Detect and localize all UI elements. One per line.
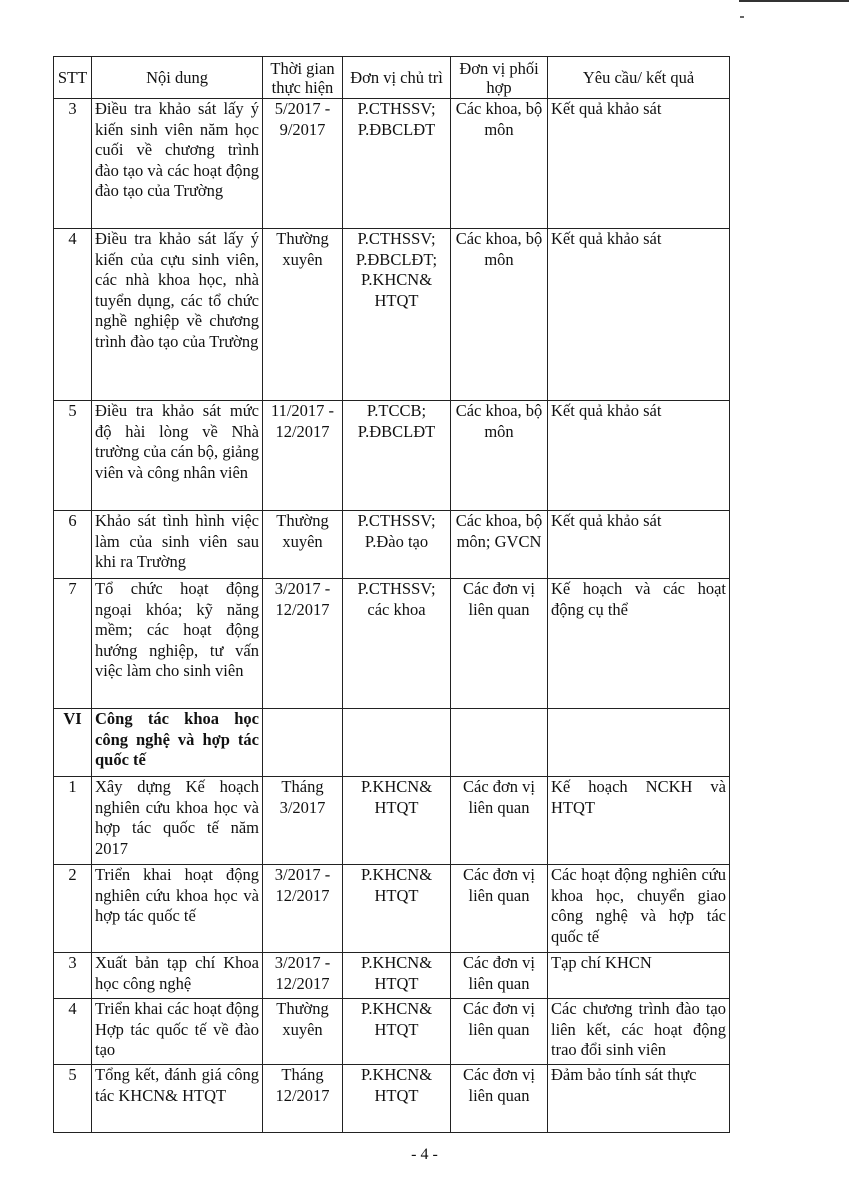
header-lead-unit: Đơn vị chủ trì [343, 57, 451, 99]
row-lead-unit: P.KHCN& HTQT [343, 1065, 451, 1133]
row-coordinating-unit: Các khoa, bộ môn [451, 99, 548, 229]
table-row [54, 777, 730, 865]
row-content: Khảo sát tình hình việc làm của sinh viên sau khi ra Trường [92, 511, 263, 579]
row-coordinating-unit: Các đơn vị liên quan [451, 1065, 548, 1133]
header-stt: STT [54, 57, 92, 99]
row-stt: 4 [54, 999, 92, 1065]
row-coordinating-unit: Các đơn vị liên quan [451, 999, 548, 1065]
table-header-row [54, 57, 730, 99]
row-coordinating-unit: Các khoa, bộ môn; GVCN [451, 511, 548, 579]
row-time: 3/2017 - 12/2017 [263, 865, 343, 953]
row-result: Kết quả khảo sát [548, 229, 730, 401]
row-stt: 4 [54, 229, 92, 401]
row-lead-unit: P.KHCN& HTQT [343, 865, 451, 953]
row-time: Tháng 12/2017 [263, 1065, 343, 1133]
row-lead-unit: P.CTHSSV; P.ĐBCLĐT; P.KHCN& HTQT [343, 229, 451, 401]
plan-table [53, 56, 730, 1133]
row-lead-unit: P.KHCN& HTQT [343, 999, 451, 1065]
section-number: VI [54, 709, 92, 777]
row-content: Triển khai hoạt động nghiên cứu khoa học và hợp tác quốc tế [92, 865, 263, 953]
row-coordinating-unit: Các đơn vị liên quan [451, 579, 548, 709]
row-result: Kết quả khảo sát [548, 401, 730, 511]
row-result: Các chương trình đào tạo liên kết, các hoạt động trao đổi sinh viên [548, 999, 730, 1065]
row-result: Kết quả khảo sát [548, 99, 730, 229]
row-result: Kết quả khảo sát [548, 511, 730, 579]
section-title: Công tác khoa học công nghệ và hợp tác quốc tế [92, 709, 263, 777]
header-coordinating-unit: Đơn vị phối hợp [451, 57, 548, 99]
page-number: - 4 - [411, 1146, 438, 1163]
row-time: Thường xuyên [263, 999, 343, 1065]
row-stt: 3 [54, 953, 92, 999]
row-stt: 5 [54, 1065, 92, 1133]
row-content: Triển khai các hoạt động Hợp tác quốc tế về đào tạo [92, 999, 263, 1065]
table-row [54, 579, 730, 709]
row-stt: 6 [54, 511, 92, 579]
row-lead-unit: P.KHCN& HTQT [343, 953, 451, 999]
table-row [54, 999, 730, 1065]
row-lead-unit: P.KHCN& HTQT [343, 777, 451, 865]
row-lead-unit: P.CTHSSV; P.Đào tạo [343, 511, 451, 579]
row-result: Kế hoạch và các hoạt động cụ thể [548, 579, 730, 709]
row-content: Điều tra khảo sát lấy ý kiến sinh viên năm học cuối về chương trình đào tạo và các hoạt động đào tạo của Trường [92, 99, 263, 229]
row-time: 11/2017 - 12/2017 [263, 401, 343, 511]
row-coordinating-unit: Các đơn vị liên quan [451, 953, 548, 999]
row-lead-unit: P.CTHSSV; các khoa [343, 579, 451, 709]
row-time: 3/2017 - 12/2017 [263, 953, 343, 999]
table-row [54, 1065, 730, 1133]
header-content: Nội dung [92, 57, 263, 99]
scan-mark [740, 16, 744, 18]
section-row [54, 709, 730, 777]
row-stt: 3 [54, 99, 92, 229]
row-content: Điều tra khảo sát mức độ hài lòng về Nhà trường của cán bộ, giảng viên và công nhân viên [92, 401, 263, 511]
row-result: Kế hoạch NCKH và HTQT [548, 777, 730, 865]
row-coordinating-unit: Các đơn vị liên quan [451, 865, 548, 953]
table-row [54, 99, 730, 229]
table-row [54, 511, 730, 579]
row-content: Tổng kết, đánh giá công tác KHCN& HTQT [92, 1065, 263, 1133]
row-time: Thường xuyên [263, 511, 343, 579]
row-content: Điều tra khảo sát lấy ý kiến của cựu sinh viên, các nhà khoa học, nhà tuyển dụng, các tổ chức nghề nghiệp về chương trình đào tạo của Trường [92, 229, 263, 401]
header-result: Yêu cầu/ kết quả [548, 57, 730, 99]
row-stt: 7 [54, 579, 92, 709]
row-lead-unit: P.CTHSSV; P.ĐBCLĐT [343, 99, 451, 229]
row-time: Tháng 3/2017 [263, 777, 343, 865]
row-content: Tổ chức hoạt động ngoại khóa; kỹ năng mềm; các hoạt động hướng nghiệp, tư vấn việc làm cho sinh viên [92, 579, 263, 709]
row-result: Tạp chí KHCN [548, 953, 730, 999]
row-result: Đảm bảo tính sát thực [548, 1065, 730, 1133]
row-time: 3/2017 - 12/2017 [263, 579, 343, 709]
row-content: Xây dựng Kế hoạch nghiên cứu khoa học và hợp tác quốc tế năm 2017 [92, 777, 263, 865]
row-lead-unit: P.TCCB; P.ĐBCLĐT [343, 401, 451, 511]
row-result: Các hoạt động nghiên cứu khoa học, chuyển giao công nghệ và hợp tác quốc tế [548, 865, 730, 953]
table-row [54, 865, 730, 953]
row-stt: 5 [54, 401, 92, 511]
row-stt: 2 [54, 865, 92, 953]
header-time: Thời gian thực hiện [263, 57, 343, 99]
table-row [54, 401, 730, 511]
row-content: Xuất bản tạp chí Khoa học công nghệ [92, 953, 263, 999]
table-row [54, 953, 730, 999]
table-row [54, 229, 730, 401]
row-coordinating-unit: Các đơn vị liên quan [451, 777, 548, 865]
row-stt: 1 [54, 777, 92, 865]
row-coordinating-unit: Các khoa, bộ môn [451, 401, 548, 511]
row-time: 5/2017 - 9/2017 [263, 99, 343, 229]
row-coordinating-unit: Các khoa, bộ môn [451, 229, 548, 401]
row-time: Thường xuyên [263, 229, 343, 401]
scan-edge-line [739, 0, 849, 2]
